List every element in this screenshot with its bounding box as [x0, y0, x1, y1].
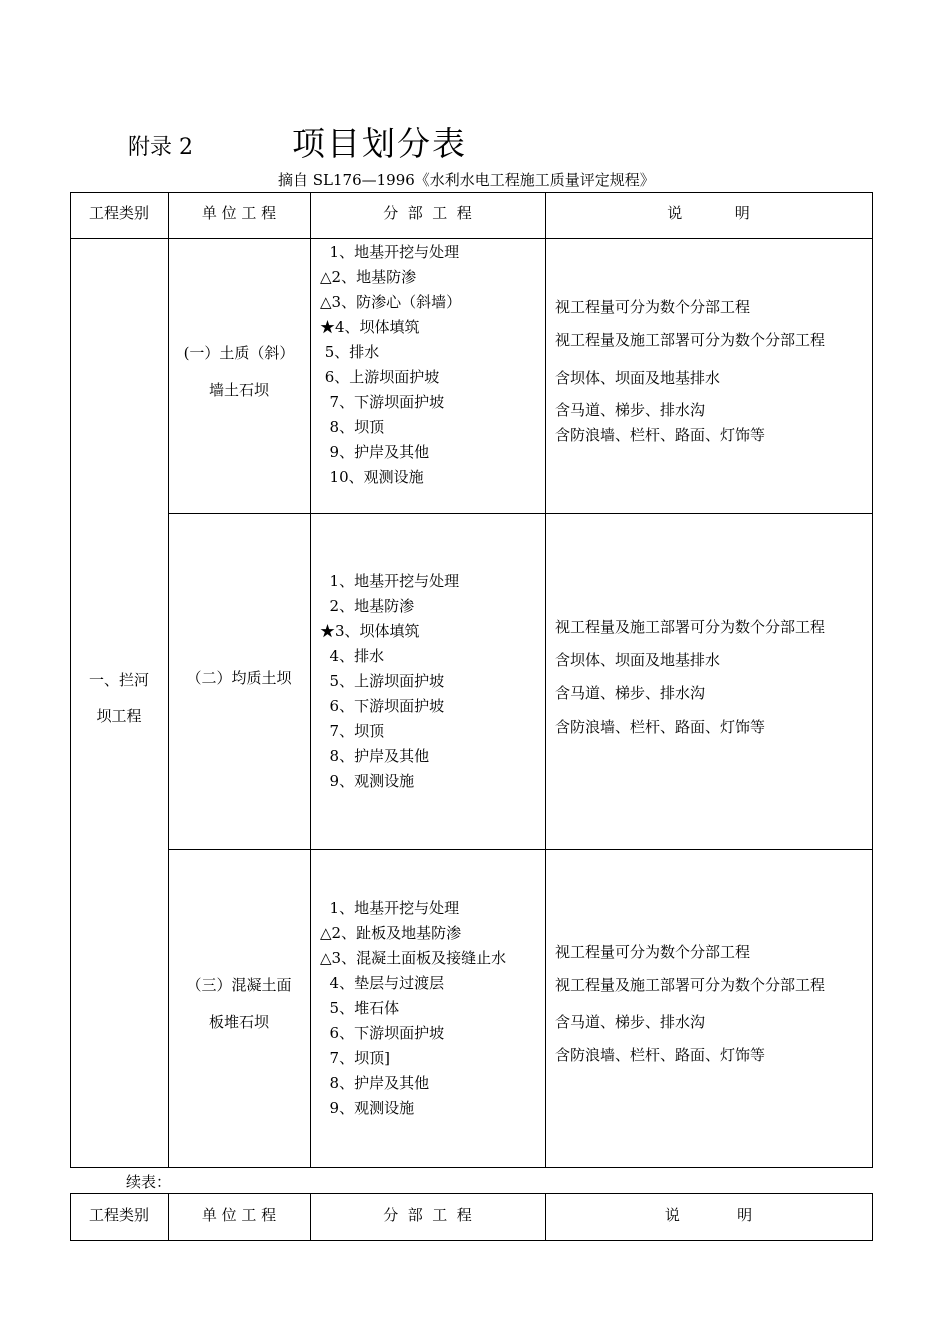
- unit-name-1-line1: (一）土质（斜）: [183, 344, 295, 362]
- list-item: 4、排水: [320, 647, 385, 665]
- col-border-right: [872, 192, 873, 1167]
- col-border-2: [310, 192, 311, 1167]
- notes-3: [555, 942, 825, 1070]
- cont-header-category: 工程类别: [88, 1206, 149, 1224]
- list-item: 10、观测设施: [320, 468, 424, 486]
- page-title: 项目划分表: [292, 124, 467, 163]
- list-item: 7、坝顶: [320, 722, 385, 740]
- category-line2: 坝工程: [96, 707, 142, 725]
- row-divider-1: [168, 513, 873, 514]
- list-item: 5、排水: [320, 343, 380, 361]
- list-item: 1、地基开挖与处理: [320, 572, 460, 590]
- list-item: 1、地基开挖与处理: [320, 899, 460, 917]
- note-item: 含马道、梯步、排水沟: [555, 401, 706, 419]
- list-item: ★4、坝体填筑: [320, 318, 420, 336]
- notes-1: [555, 297, 825, 450]
- cont-border-bottom: [70, 1240, 873, 1241]
- list-item: ★3、坝体填筑: [320, 622, 420, 640]
- list-item: 9、护岸及其他: [320, 443, 430, 461]
- cont-header-unit: 单 位 工 程: [201, 1206, 277, 1224]
- note-item: 含马道、梯步、排水沟: [555, 1013, 706, 1031]
- cont-header-part: 分 部 工 程: [383, 1206, 472, 1224]
- list-item: 2、地基防渗: [320, 597, 415, 615]
- table-border-bottom: [70, 1167, 873, 1168]
- header-part: 分 部 工 程: [383, 204, 472, 222]
- list-item: 8、护岸及其他: [320, 747, 430, 765]
- category-cell: [70, 671, 168, 725]
- col-border-3: [545, 192, 546, 1167]
- list-item: 8、护岸及其他: [320, 1074, 430, 1092]
- note-item: 视工程量可分为数个分部工程: [555, 298, 751, 316]
- parts-list-2: [320, 569, 459, 794]
- continued-label: 续表：: [126, 1173, 172, 1191]
- source-note: 摘自 SL176—1996《水利水电工程施工质量评定规程》: [278, 171, 655, 189]
- note-item: 含防浪墙、栏杆、路面、灯饰等: [555, 1046, 766, 1064]
- note-item: 含坝体、坝面及地基排水: [555, 369, 721, 387]
- note-item: 视工程量可分为数个分部工程: [555, 943, 751, 961]
- row-divider-2: [168, 849, 873, 850]
- note-item: 含防浪墙、栏杆、路面、灯饰等: [555, 718, 766, 736]
- unit-name-3-line2: 板堆石坝: [208, 1013, 269, 1031]
- list-item: 7、下游坝面护坡: [320, 393, 445, 411]
- table-border-top: [70, 192, 873, 193]
- list-item: 4、垫层与过渡层: [320, 974, 445, 992]
- parts-list-1: [320, 240, 461, 490]
- list-item: 9、观测设施: [320, 772, 415, 790]
- list-item: 6、下游坝面护坡: [320, 697, 445, 715]
- list-item: △3、混凝土面板及接缝止水: [320, 949, 507, 967]
- list-item: 5、堆石体: [320, 999, 400, 1017]
- notes-2: [555, 617, 825, 742]
- list-item: 6、上游坝面护坡: [320, 368, 440, 386]
- header-notes: 说 明: [667, 204, 750, 222]
- cont-col-right: [872, 1193, 873, 1240]
- note-item: 视工程量及施工部署可分为数个分部工程: [555, 618, 826, 636]
- note-item: 视工程量及施工部署可分为数个分部工程: [555, 331, 826, 349]
- list-item: 9、观测设施: [320, 1099, 415, 1117]
- unit-name-3-line1: （三）混凝土面: [186, 976, 292, 994]
- header-row-divider: [70, 238, 873, 239]
- appendix-label: 附录 2: [128, 135, 193, 160]
- note-item: 含坝体、坝面及地基排水: [555, 651, 721, 669]
- note-item: 含防浪墙、栏杆、路面、灯饰等: [555, 426, 766, 444]
- cont-border-top: [70, 1193, 873, 1194]
- list-item: 5、上游坝面护坡: [320, 672, 445, 690]
- unit-name-1-line2: 墙土石坝: [208, 381, 269, 399]
- list-item: 1、地基开挖与处理: [320, 243, 460, 261]
- unit-name-2: （二）均质土坝: [186, 669, 292, 687]
- category-line1: 一、拦河: [88, 671, 149, 689]
- note-item: 含马道、梯步、排水沟: [555, 684, 706, 702]
- parts-list-3: [320, 896, 506, 1121]
- unit-name-1: [168, 344, 310, 399]
- header-category: 工程类别: [88, 204, 149, 222]
- list-item: △3、防渗心（斜墙）: [320, 293, 462, 311]
- list-item: 7、坝顶]: [320, 1049, 390, 1067]
- note-item: 视工程量及施工部署可分为数个分部工程: [555, 976, 826, 994]
- list-item: △2、地基防渗: [320, 268, 417, 286]
- list-item: △2、趾板及地基防渗: [320, 924, 462, 942]
- header-unit: 单 位 工 程: [201, 204, 277, 222]
- list-item: 8、坝顶: [320, 418, 385, 436]
- unit-name-3: [168, 976, 310, 1031]
- cont-header-notes: 说 明: [664, 1206, 753, 1224]
- list-item: 6、下游坝面护坡: [320, 1024, 445, 1042]
